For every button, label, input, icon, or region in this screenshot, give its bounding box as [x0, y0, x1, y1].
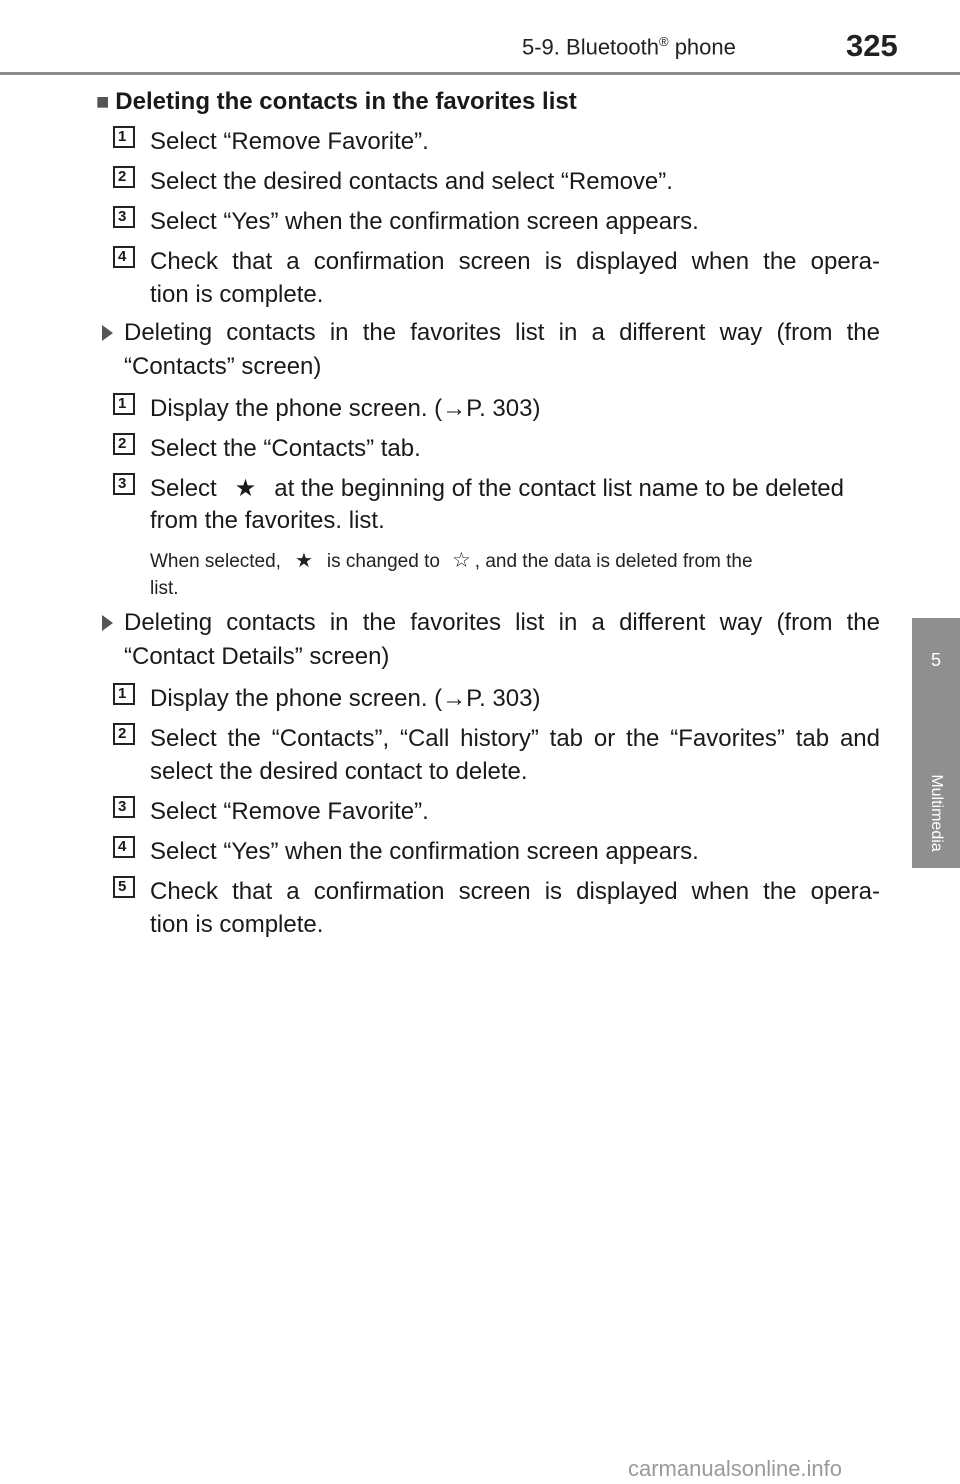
step-number-badge: 4: [113, 836, 135, 858]
step-text: Select the desired contacts and select “Remove”.: [150, 168, 673, 195]
section-title: 5-9. Bluetooth® phone: [522, 34, 736, 60]
step-number-badge: 3: [113, 796, 135, 818]
step-text: Check that a confirmation screen is displayed when the opera-: [150, 248, 880, 275]
step-text-continuation: tion is complete.: [150, 281, 324, 308]
step-number-badge: 1: [113, 126, 135, 148]
subsection-title-continuation: “Contact Details” screen): [124, 643, 390, 670]
step-number-badge: 2: [113, 433, 135, 455]
step-text: Select “Remove Favorite”.: [150, 798, 429, 825]
step-text: Select the “Contacts”, “Call history” tab or the “Favorites” tab and: [150, 725, 880, 752]
step-text: Display the phone screen. (→P. 303): [150, 395, 541, 422]
step-text: Select “Yes” when the confirmation screen appears.: [150, 208, 699, 235]
page-number: 325: [846, 28, 898, 63]
subsection-title-continuation: “Contacts” screen): [124, 353, 322, 380]
step-text-continuation: from the favorites. list.: [150, 507, 385, 534]
chapter-tab[interactable]: [912, 618, 960, 868]
triangle-bullet-icon: [102, 615, 113, 631]
step-number-badge: 3: [113, 206, 135, 228]
section-heading: ■ Deleting the contacts in the favorites list: [96, 88, 577, 115]
chapter-number: 5: [930, 650, 941, 670]
step-number-badge: 5: [113, 876, 135, 898]
step-text: Select the “Contacts” tab.: [150, 435, 421, 462]
subsection-title: Deleting contacts in the favorites list in a different way (from the: [124, 609, 880, 636]
step-number-badge: 1: [113, 683, 135, 705]
filled-star-icon: ★: [294, 550, 313, 572]
filled-star-icon: ★: [234, 475, 257, 502]
page-header: [0, 0, 960, 76]
step-text: Check that a confirmation screen is displayed when the opera-: [150, 878, 880, 905]
step-number-badge: 2: [113, 723, 135, 745]
step-text-continuation: select the desired contact to delete.: [150, 758, 528, 785]
step-number-badge: 1: [113, 393, 135, 415]
note-text-continuation: list.: [150, 578, 179, 599]
step-text: Display the phone screen. (→P. 303): [150, 685, 541, 712]
step-number-badge: 3: [113, 473, 135, 495]
note-text: When selected, ★ is changed to ☆ , and the data is deleted from the: [150, 547, 753, 575]
step-text: Select “Yes” when the confirmation screen appears.: [150, 838, 699, 865]
outline-star-icon: ☆: [451, 549, 471, 572]
chapter-label: Multimedia: [928, 774, 945, 852]
header-divider: [0, 72, 960, 75]
step-text: Select ★ at the beginning of the contact list name to be deleted: [150, 473, 844, 505]
step-text-continuation: tion is complete.: [150, 911, 324, 938]
watermark-text: carmanualsonline.info: [628, 1456, 843, 1481]
square-bullet-icon: ■: [96, 89, 110, 114]
step-text: Select “Remove Favorite”.: [150, 128, 429, 155]
step-number-badge: 4: [113, 246, 135, 268]
triangle-bullet-icon: [102, 325, 113, 341]
subsection-title: Deleting contacts in the favorites list in a different way (from the: [124, 319, 880, 346]
step-number-badge: 2: [113, 166, 135, 188]
